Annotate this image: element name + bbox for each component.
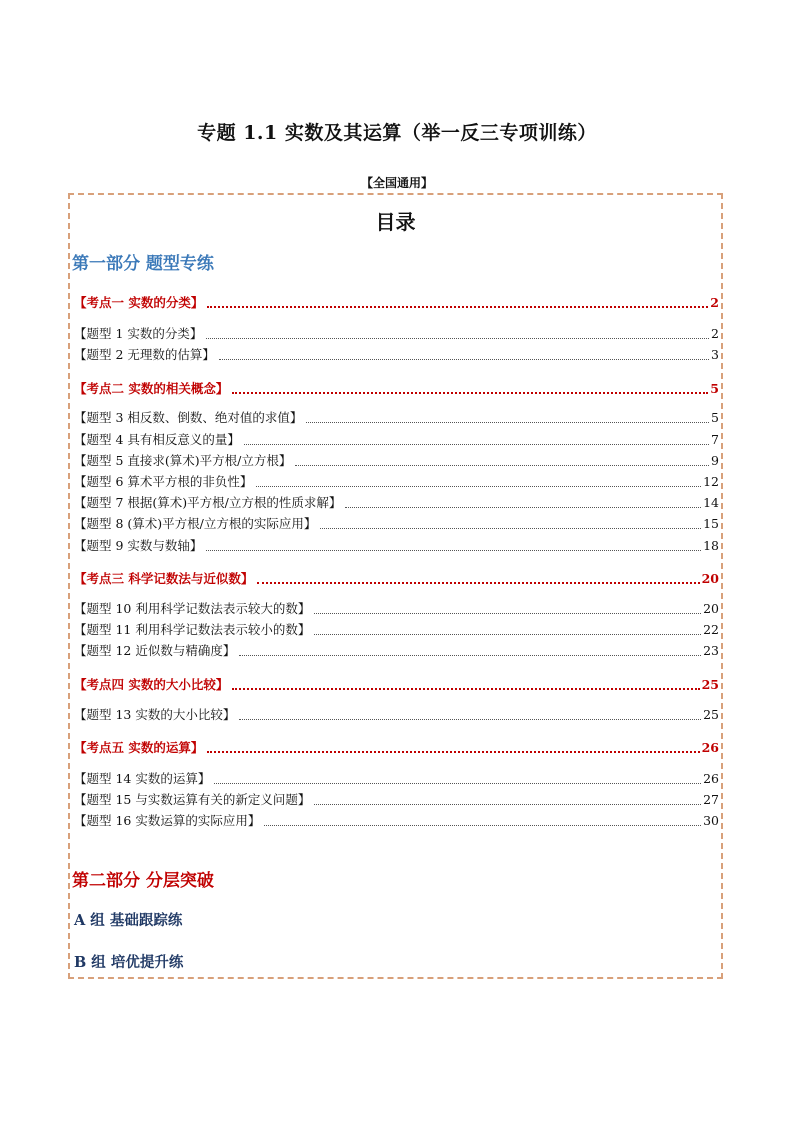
toc-item-6[interactable]: 【题型 6 算术平方根的非负性】 12 (74, 474, 719, 489)
toc-group-a[interactable]: A 组 基础跟踪练 (74, 912, 183, 929)
toc-item-15[interactable]: 【题型 15 与实数运算有关的新定义问题】 27 (74, 792, 719, 807)
part2-title: 第二部分 分层突破 (72, 871, 214, 891)
toc-item-7[interactable]: 【题型 7 根据(算术)平方根/立方根的性质求解】 14 (74, 495, 719, 510)
toc-item-2[interactable]: 【题型 2 无理数的估算】 3 (74, 347, 719, 362)
part1-title: 第一部分 题型专练 (72, 254, 214, 274)
toc-item-11[interactable]: 【题型 11 利用科学记数法表示较小的数】 22 (74, 622, 719, 637)
toc-item-3[interactable]: 【题型 3 相反数、倒数、绝对值的求值】 5 (74, 410, 719, 425)
toc-group-b[interactable]: B 组 培优提升练 (74, 954, 184, 971)
toc-section-1[interactable]: 【考点一 实数的分类】 2 (74, 295, 719, 310)
toc-item-14[interactable]: 【题型 14 实数的运算】 26 (74, 771, 719, 786)
toc-section-5[interactable]: 【考点五 实数的运算】 26 (74, 740, 719, 755)
toc-section-4[interactable]: 【考点四 实数的大小比较】 25 (74, 677, 719, 692)
toc-item-4[interactable]: 【题型 4 具有相反意义的量】 7 (74, 432, 719, 447)
toc-section-3[interactable]: 【考点三 科学记数法与近似数】 20 (74, 571, 719, 586)
toc-item-10[interactable]: 【题型 10 利用科学记数法表示较大的数】 20 (74, 601, 719, 616)
table-of-contents (68, 193, 723, 979)
toc-item-8[interactable]: 【题型 8 (算术)平方根/立方根的实际应用】 15 (74, 516, 719, 531)
toc-section-2[interactable]: 【考点二 实数的相关概念】 5 (74, 381, 719, 396)
toc-item-16[interactable]: 【题型 16 实数运算的实际应用】 30 (74, 813, 719, 828)
toc-item-13[interactable]: 【题型 13 实数的大小比较】 25 (74, 707, 719, 722)
toc-item-12[interactable]: 【题型 12 近似数与精确度】 23 (74, 643, 719, 658)
toc-item-5[interactable]: 【题型 5 直接求(算术)平方根/立方根】 9 (74, 453, 719, 468)
document-title: 专题 1.1 实数及其运算（举一反三专项训练） (197, 122, 597, 144)
toc-item-1[interactable]: 【题型 1 实数的分类】 2 (74, 326, 719, 341)
toc-item-9[interactable]: 【题型 9 实数与数轴】 18 (74, 538, 719, 553)
document-subtitle: 【全国通用】 (360, 176, 433, 190)
toc-heading: 目录 (375, 210, 416, 234)
